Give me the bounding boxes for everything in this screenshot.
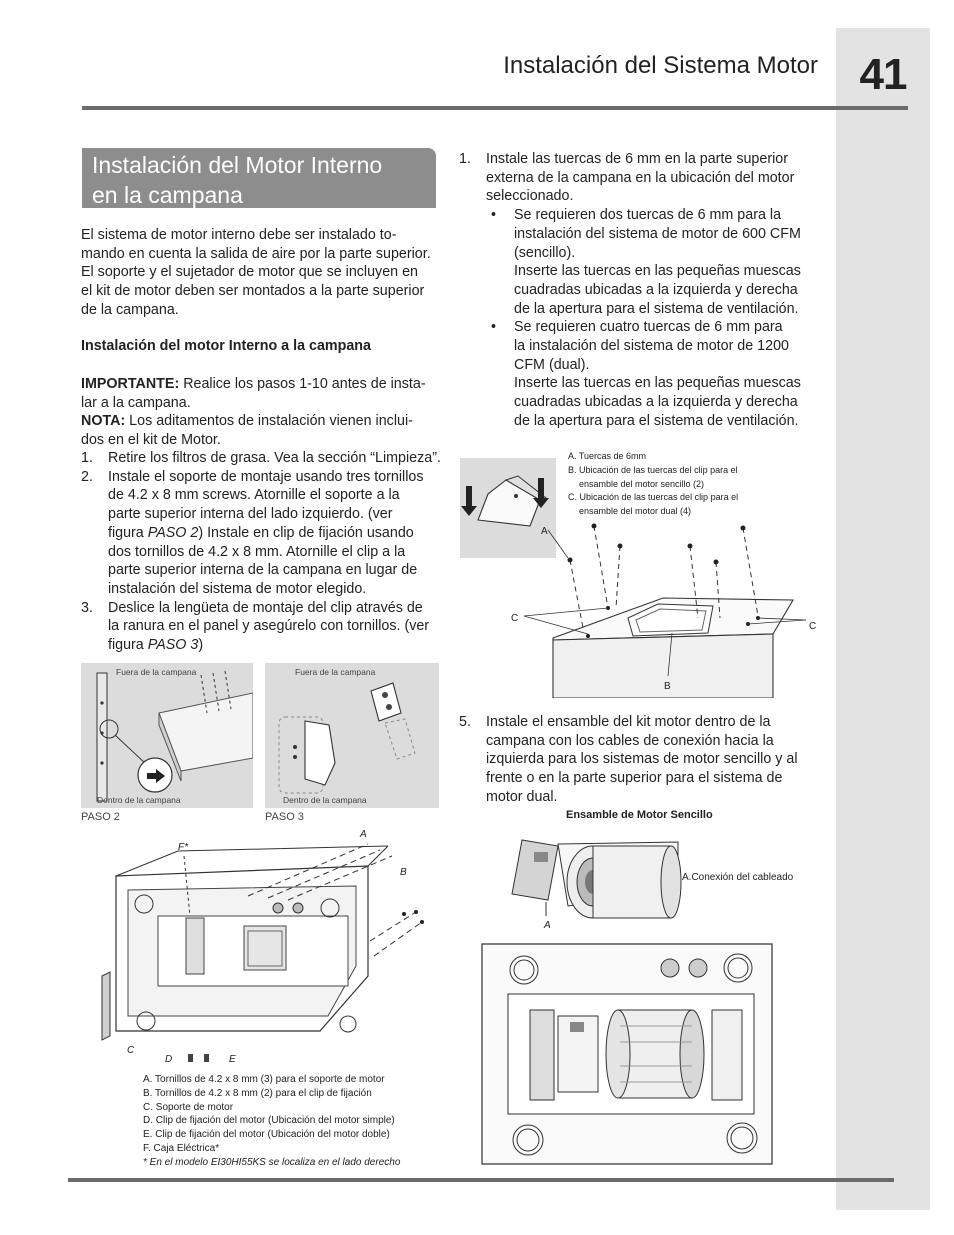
legend-item: C. Ubicación de las tuercas del clip para el: [568, 492, 739, 503]
paso-2-illustration: [81, 663, 253, 808]
step-text: ): [198, 637, 204, 654]
step-text: izquierda para los sistemas de motor sencillo y al: [486, 751, 798, 768]
page-tab: [836, 28, 930, 1210]
step-text: campana con los cables de conexión hacia la: [486, 732, 774, 749]
text-line: El soporte y el sujetador de motor que se incluyen en: [81, 264, 418, 281]
bullet-text: cuadradas ubicadas a la izquierda y derecha: [514, 281, 798, 298]
figure-reference: PASO 3: [147, 637, 199, 654]
step-text: instalación del sistema de motor elegido.: [108, 580, 367, 597]
legend-item: B. Tornillos de 4.2 x 8 mm (2) para el clip de fijación: [143, 1087, 372, 1099]
bullet-text: de la apertura para el sistema de ventilación.: [514, 300, 799, 317]
paso-2-figure: [81, 663, 253, 808]
header-title: Instalación del Sistema Motor: [503, 52, 818, 79]
inside-label: Dentro de la campana: [283, 795, 367, 805]
important-label: IMPORTANTE:: [81, 376, 180, 392]
legend-item: ensamble del motor sencillo (2): [579, 478, 705, 489]
bullet-text: de la apertura para el sistema de ventilación.: [514, 412, 799, 429]
legend-item: C. Soporte de motor: [143, 1101, 234, 1113]
bullet-text: la instalación del sistema de motor de 1200: [514, 338, 789, 355]
label-c-right: C: [809, 621, 817, 632]
label-d: D: [165, 1054, 173, 1065]
step-1-nuts: [459, 150, 819, 431]
step-text: parte superior interna del lado izquierdo. (ver: [108, 506, 393, 523]
step-1: [81, 449, 443, 468]
legend-item: ensamble del motor dual (4): [579, 506, 692, 517]
label-e: E: [229, 1054, 236, 1065]
step-text: figura: [108, 637, 148, 654]
legend-item: A. Tuercas de 6mm: [568, 451, 647, 461]
step-5: [459, 713, 819, 807]
footer-divider: [68, 1178, 894, 1182]
label-a: A: [541, 526, 548, 537]
bullet-text: cuadradas ubicadas a la izquierda y derecha: [514, 394, 798, 411]
step-text: motor dual.: [486, 788, 558, 805]
nuts-legend: [568, 450, 818, 519]
subheading: Instalación del motor Interno a la campana: [81, 338, 371, 354]
legend-item: E. Clip de fijación del motor (Ubicación del motor doble): [143, 1129, 390, 1141]
bullet-text: Inserte las tuercas en las pequeñas muescas: [514, 263, 801, 280]
bullet-text: Se requieren dos tuercas de 6 mm para la: [514, 207, 782, 224]
label-c-left: C: [511, 613, 519, 624]
important-note: [81, 375, 441, 450]
left-steps: [81, 449, 443, 655]
exploded-legend: [143, 1073, 433, 1170]
motor-installed-illustration: [480, 942, 776, 1168]
legend-item: F. Caja Eléctrica*: [143, 1142, 220, 1154]
step-2: [81, 468, 443, 599]
paso-3-figure: [265, 663, 439, 808]
bullet-icon: •: [491, 207, 497, 224]
step-text: Instale el ensamble del kit motor dentro de la: [486, 714, 771, 730]
right-steps: [459, 150, 819, 431]
important-text: lar a la campana.: [81, 394, 191, 411]
step-3: [81, 599, 443, 655]
step-text: dos tornillos de 4.2 x 8 mm. Atornille el clip a la: [108, 543, 406, 560]
step-text: la ranura en el panel y asegúrelo con tornillos. (ver: [108, 618, 430, 635]
step-number: 1.: [81, 450, 93, 466]
motor-figure-caption: Ensamble de Motor Sencillo: [566, 809, 713, 821]
inside-label: Dentro de la campana: [97, 795, 181, 805]
section-title-line: Instalación del Motor Interno: [92, 152, 383, 178]
legend-item: D. Clip de fijación del motor (Ubicación del motor simple): [143, 1115, 395, 1127]
text-line: el kit de motor deben ser montados a la parte superior: [81, 283, 425, 300]
nuts-figure: [458, 448, 830, 698]
text-line: El sistema de motor interno debe ser instalado to-: [81, 227, 397, 243]
note-text: Los aditamentos de instalación vienen inclui-: [125, 413, 413, 430]
page-number: 41: [859, 50, 907, 99]
wiring-label: A.Conexión del cableado: [682, 872, 794, 883]
exploded-illustration: [98, 826, 438, 1076]
note-text: dos en el kit de Motor.: [81, 432, 221, 449]
legend-item: A. Tornillos de 4.2 x 8 mm (3) para el soporte de motor: [143, 1074, 385, 1085]
step-number: 1.: [459, 151, 471, 167]
step-text: [108, 636, 443, 655]
paso-2-label: PASO 2: [81, 811, 120, 823]
step-5-row: [459, 713, 819, 807]
label-a: A: [360, 829, 367, 840]
intro-paragraph: [81, 226, 441, 320]
paso-3-label: PASO 3: [265, 811, 304, 823]
motor-installed-figure: [480, 942, 776, 1168]
step-text: Deslice la lengüeta de montaje del clip através de: [108, 599, 423, 616]
bullet-text: (sencillo).: [514, 244, 576, 261]
bullet-text: Se requieren cuatro tuercas de 6 mm para: [514, 319, 783, 336]
section-title: [92, 150, 432, 210]
step-text: seleccionado.: [486, 188, 574, 205]
motor-assembly-figure: [508, 832, 808, 932]
bullet-dual-motor: [486, 318, 819, 430]
legend-item: B. Ubicación de las tuercas del clip para el: [568, 464, 738, 475]
step-text: Retire los filtros de grasa. Vea la sección “Limpieza”.: [108, 450, 441, 466]
note-label: NOTA:: [81, 413, 126, 430]
step-text: [108, 524, 443, 543]
step-text: de 4.2 x 8 mm screws. Atornille el soporte a la: [108, 487, 400, 504]
label-f: F*: [178, 842, 188, 853]
outside-label: Fuera de la campana: [116, 667, 197, 677]
exploded-figure: [98, 826, 438, 1076]
step-text: figura: [108, 524, 148, 541]
label-c: C: [127, 1045, 135, 1056]
label-a: A: [544, 920, 551, 931]
step-text: frente o en la parte superior para el sistema de: [486, 770, 783, 787]
bullet-text: CFM (dual).: [514, 356, 590, 373]
outside-label: Fuera de la campana: [295, 667, 376, 677]
label-b: B: [664, 681, 671, 692]
figure-reference: PASO 2: [147, 524, 199, 541]
header-divider: [82, 106, 908, 110]
label-b: B: [400, 867, 407, 878]
bullet-single-motor: [486, 206, 819, 318]
important-text: Realice los pasos 1-10 antes de insta-: [179, 376, 426, 392]
step-text: ) Instale en clip de fijación usando: [198, 524, 414, 541]
step-text: parte superior interna de la campana en lugar de: [108, 562, 418, 579]
legend-footnote: * En el modelo EI30HI55KS se localiza en el lado derecho: [143, 1156, 401, 1168]
step-number: 5.: [459, 714, 471, 730]
bullet-icon: •: [491, 319, 497, 336]
step-text: Instale el soporte de montaje usando tres tornillos: [108, 468, 424, 485]
bullet-text: instalación del sistema de motor de 600 CFM: [514, 225, 801, 242]
text-line: mando en cuenta la salida de aire por la parte superior.: [81, 245, 431, 262]
section-title-line: en la campana: [92, 182, 243, 208]
paso-3-illustration: [265, 663, 439, 808]
step-number: 3.: [81, 599, 93, 616]
bullet-text: Inserte las tuercas en las pequeñas muescas: [514, 375, 801, 392]
step-number: 2.: [81, 468, 93, 485]
step-text: externa de la campana en la ubicación del motor: [486, 169, 795, 186]
text-line: de la campana.: [81, 301, 179, 318]
step-text: Instale las tuercas de 6 mm en la parte superior: [486, 151, 788, 167]
